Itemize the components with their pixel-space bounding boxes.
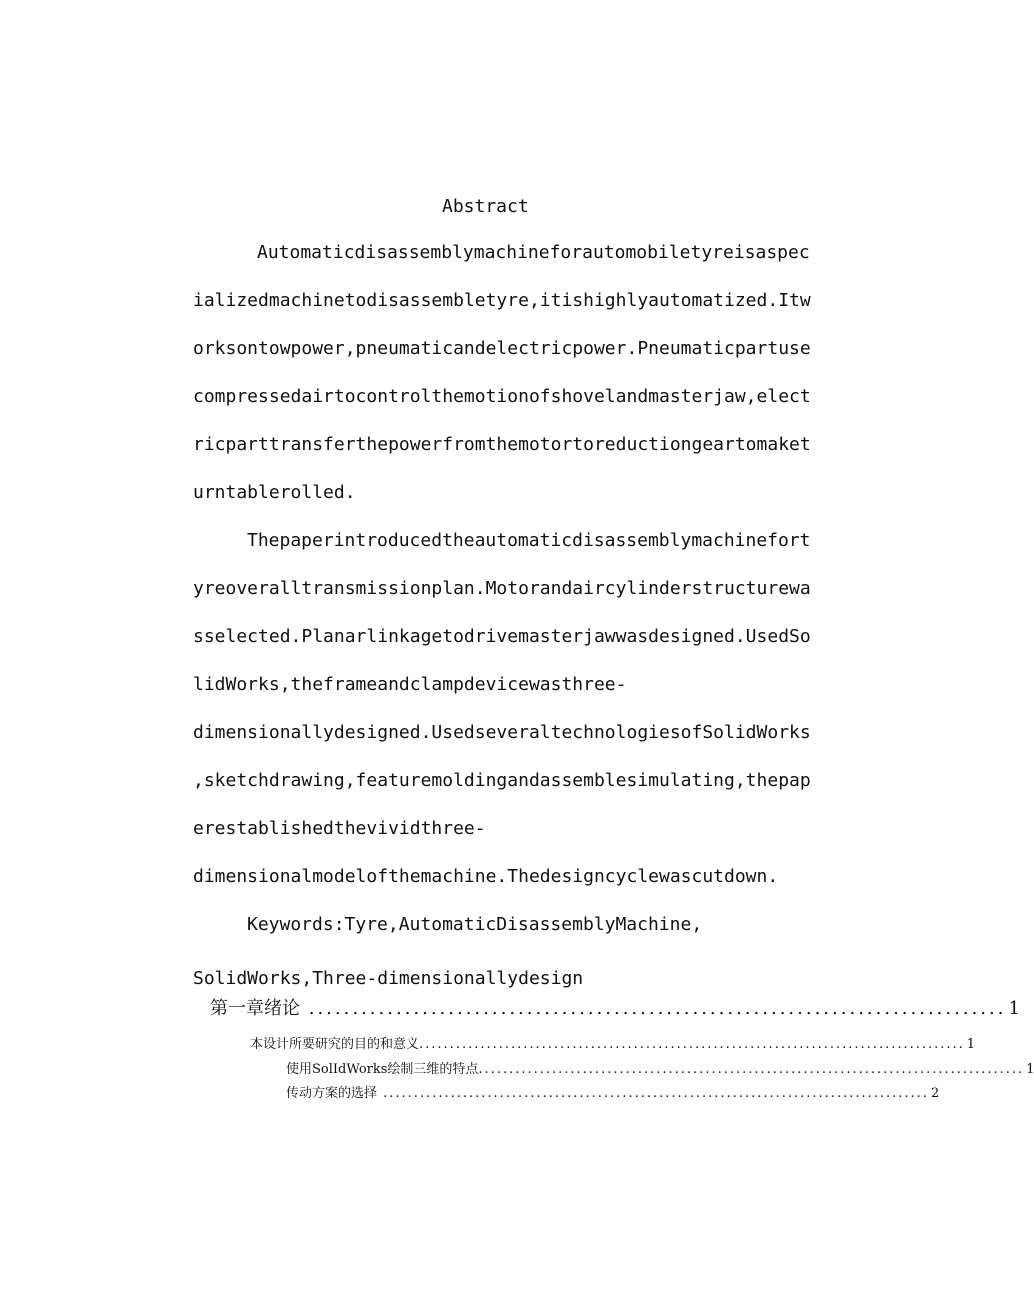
abstract-line: dimensionalmodelofthemachine.Thedesigncyclewascutdown. [193, 866, 779, 887]
abstract-line: yreoveralltransmissionplan.Motorandaircylinderstructurewa [193, 578, 811, 599]
toc-leader: ......................................................................................... [478, 1062, 1025, 1077]
abstract-line: Automaticdisassemblymachineforautomobiletyreisaspec [257, 242, 810, 263]
toc-leader: ......................................................................................... [419, 1037, 965, 1052]
toc-page-number: 1 [966, 1037, 976, 1052]
abstract-line: lidWorks,theframeandclampdevicewasthree- [193, 674, 627, 695]
abstract-line: urntablerolled. [193, 482, 356, 503]
abstract-line: dimensionallydesigned.UsedseveraltechnologiesofSolidWorks [193, 722, 811, 743]
abstract-line: ializedmachinetodisassembletyre,itishighlyautomatized.Itw [193, 290, 811, 311]
abstract-line: orksontowpower,pneumaticandelectricpower.Pneumaticpartuse [193, 338, 811, 359]
toc-leader: ......................................................................................... [377, 1086, 929, 1101]
toc-entry-section[interactable] [250, 1033, 976, 1052]
abstract-line: erestablishedthevividthree- [193, 818, 486, 839]
toc-leader: ................................................................................ [300, 998, 1007, 1019]
keywords-line: Keywords:Tyre,AutomaticDisassemblyMachine, [247, 914, 703, 935]
abstract-line: ,sketchdrawing,featuremoldingandassemblesimulating,thepap [193, 770, 811, 791]
toc-entry-subsection[interactable] [286, 1082, 940, 1101]
toc-page-number: 1 [1026, 1062, 1034, 1077]
abstract-line: compressedairtocontrolthemotionofshovelandmasterjaw,elect [193, 386, 811, 407]
toc-label: 本设计所要研究的目的和意义 [250, 1037, 420, 1052]
toc-label: 传动方案的选择 [286, 1086, 378, 1101]
abstract-line: ricparttransferthepowerfromthemotortoreductiongeartomaket [193, 434, 811, 455]
keywords-line: SolidWorks,Three-dimensionallydesign [193, 968, 584, 989]
toc-entry-chapter[interactable] [210, 994, 1020, 1020]
toc-entry-subsection[interactable] [286, 1058, 1034, 1077]
toc-page-number: 1 [1008, 998, 1020, 1019]
toc-page-number: 2 [930, 1086, 940, 1101]
toc-label: 使用SolIdWorks绘制三维的特点 [286, 1062, 479, 1077]
abstract-line: sselected.Planarlinkagetodrivemasterjawwasdesigned.UsedSo [193, 626, 811, 647]
abstract-title: Abstract [442, 196, 529, 217]
toc-label: 第一章绪论 [210, 998, 300, 1019]
abstract-line: Thepaperintroducedtheautomaticdisassemblymachinefort [247, 530, 811, 551]
